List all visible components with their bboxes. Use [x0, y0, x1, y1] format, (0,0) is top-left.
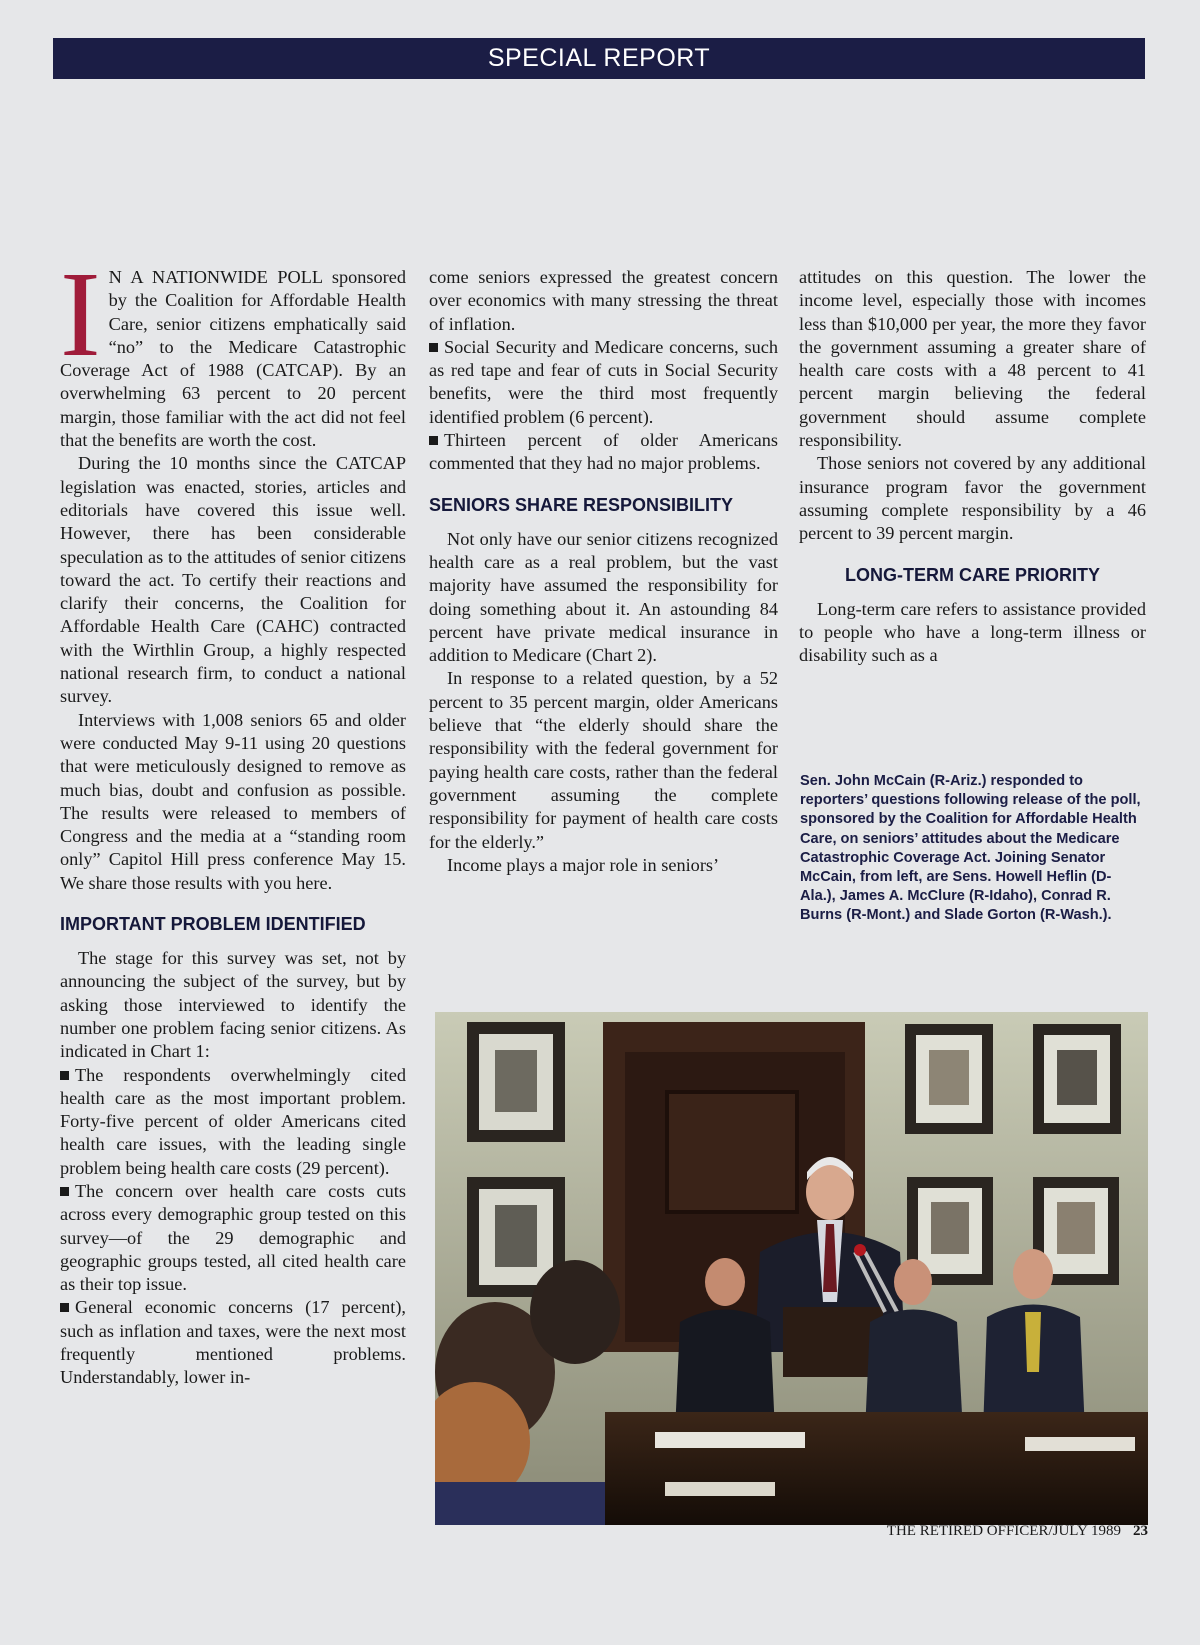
bullet-item: General economic concerns (17 percent), such as inflation and taxes, were the next most frequently mentioned problems. Understandably, lower in- — [60, 1297, 406, 1388]
paragraph: Income plays a major role in seniors’ — [447, 854, 720, 875]
paragraph: In response to a related question, by a 52 percent to 35 percent margin, older Americans believe that “the elderly should share the responsibility with the federal government for paying health care costs, rather than the federal government assuming the complete responsibility for payment of health care costs for the elderly.” — [429, 668, 778, 852]
paragraph: Those seniors not covered by any additional insurance program favor the government assuming complete responsibility by a 46 percent to 39 percent margin. — [799, 453, 1146, 544]
bullet-square-icon — [429, 343, 438, 352]
paragraph: Long-term care refers to assistance provided to people who have a long-term illness or disability such as a — [799, 598, 1146, 666]
lead-paragraph: I N A NATIONWIDE POLL sponsored by the Coalition for Affordable Health Care, senior citizens emphatically said “no” to the Medicare Catastrophic Coverage Act of 1988 (CATCAP). By an overwhelming 63 percent to 20 percent margin, those familiar with the act did not feel that the benefits are worth the cost. — [60, 247, 406, 451]
article-column-1 — [60, 247, 406, 1390]
bullet-item: Thirteen percent of older Americans commented that they had no major problems. — [429, 430, 778, 474]
section-heading: SENIORS SHARE RESPONSIBILITY — [429, 494, 734, 515]
page-number: 23 — [1133, 1523, 1148, 1539]
section-banner: SPECIAL REPORT — [53, 38, 1145, 79]
article-column-3 — [799, 266, 1146, 667]
bullet-square-icon — [429, 436, 438, 445]
bullet-item: The respondents overwhelmingly cited health care as the most important problem. Forty-five percent of older Americans cited health care issues, with the leading single problem being health care costs (29 percent). — [60, 1064, 406, 1178]
bullet-item: The concern over health care costs cuts across every demographic group tested on this survey—of the 29 demographic and geographic groups tested, all cited health care as their top issue. — [60, 1180, 406, 1295]
bullet-item: Social Security and Medicare concerns, such as red tape and fear of cuts in Social Security benefits, were the third most frequently identified problem (6 percent). — [429, 336, 778, 427]
bullet-square-icon — [60, 1303, 69, 1312]
press-conference-illustration — [435, 1012, 1148, 1525]
section-heading: LONG-TERM CARE PRIORITY — [845, 564, 1100, 585]
paragraph: During the 10 months since the CATCAP legislation was enacted, stories, articles and editorials have covered this issue well. However, there has been considerable speculation as to the attitudes of senior citizens toward the act. To certify their reactions and clarify their concerns, the Coalition for Affordable Health Care (CAHC) contracted with the Wirthlin Group, a highly respected national research firm, to conduct a national survey. — [60, 453, 406, 707]
paragraph: come seniors expressed the greatest concern over economics with many stressing the threat of inflation. — [429, 267, 778, 334]
bullet-square-icon — [60, 1187, 69, 1196]
publication-name: THE RETIRED OFFICER/JULY 1989 — [886, 1523, 1121, 1539]
paragraph: Not only have our senior citizens recognized health care as a real problem, but the vast majority have assumed the responsibility for doing something about it. An astounding 84 percent have private medical insurance in addition to Medicare (Chart 2). — [429, 528, 778, 666]
bullet-square-icon — [60, 1071, 69, 1080]
article-column-2 — [429, 266, 778, 877]
page-footer — [780, 1521, 1148, 1541]
paragraph: attitudes on this question. The lower the income level, especially those with incomes less than $10,000 per year, the more they favor the government assuming a greater share of health care costs with a 48 percent to 41 percent margin believing the federal government should assume complete responsibility. — [799, 267, 1146, 451]
press-conference-photo — [435, 1012, 1148, 1525]
drop-cap: I — [60, 247, 101, 382]
paragraph: The stage for this survey was set, not by announcing the subject of the survey, but by asking those interviewed to identify the number one problem facing senior citizens. As indicated in Chart 1: — [60, 948, 406, 1062]
paragraph: Interviews with 1,008 seniors 65 and older were conducted May 9-11 using 20 questions that were meticulously designed to remove as much bias, doubt and confusion as possible. The results were released to members of Congress and the media at a “standing room only” Capitol Hill press conference May 15. We share those results with you here. — [60, 709, 406, 893]
section-heading: IMPORTANT PROBLEM IDENTIFIED — [60, 914, 366, 935]
photo-caption: Sen. John McCain (R-Ariz.) responded to reporters’ questions following release of the poll, sponsored by the Coalition for Affordable Health Care, on seniors’ attitudes about the Medicare Catastrophic Coverage Act. Joining Senator McCain, from left, are Sens. Howell Heflin (D-Ala.), James A. McClure (R-Idaho), Conrad R. Burns (R-Mont.) and Slade Gorton (R-Wash.). — [800, 773, 1141, 924]
